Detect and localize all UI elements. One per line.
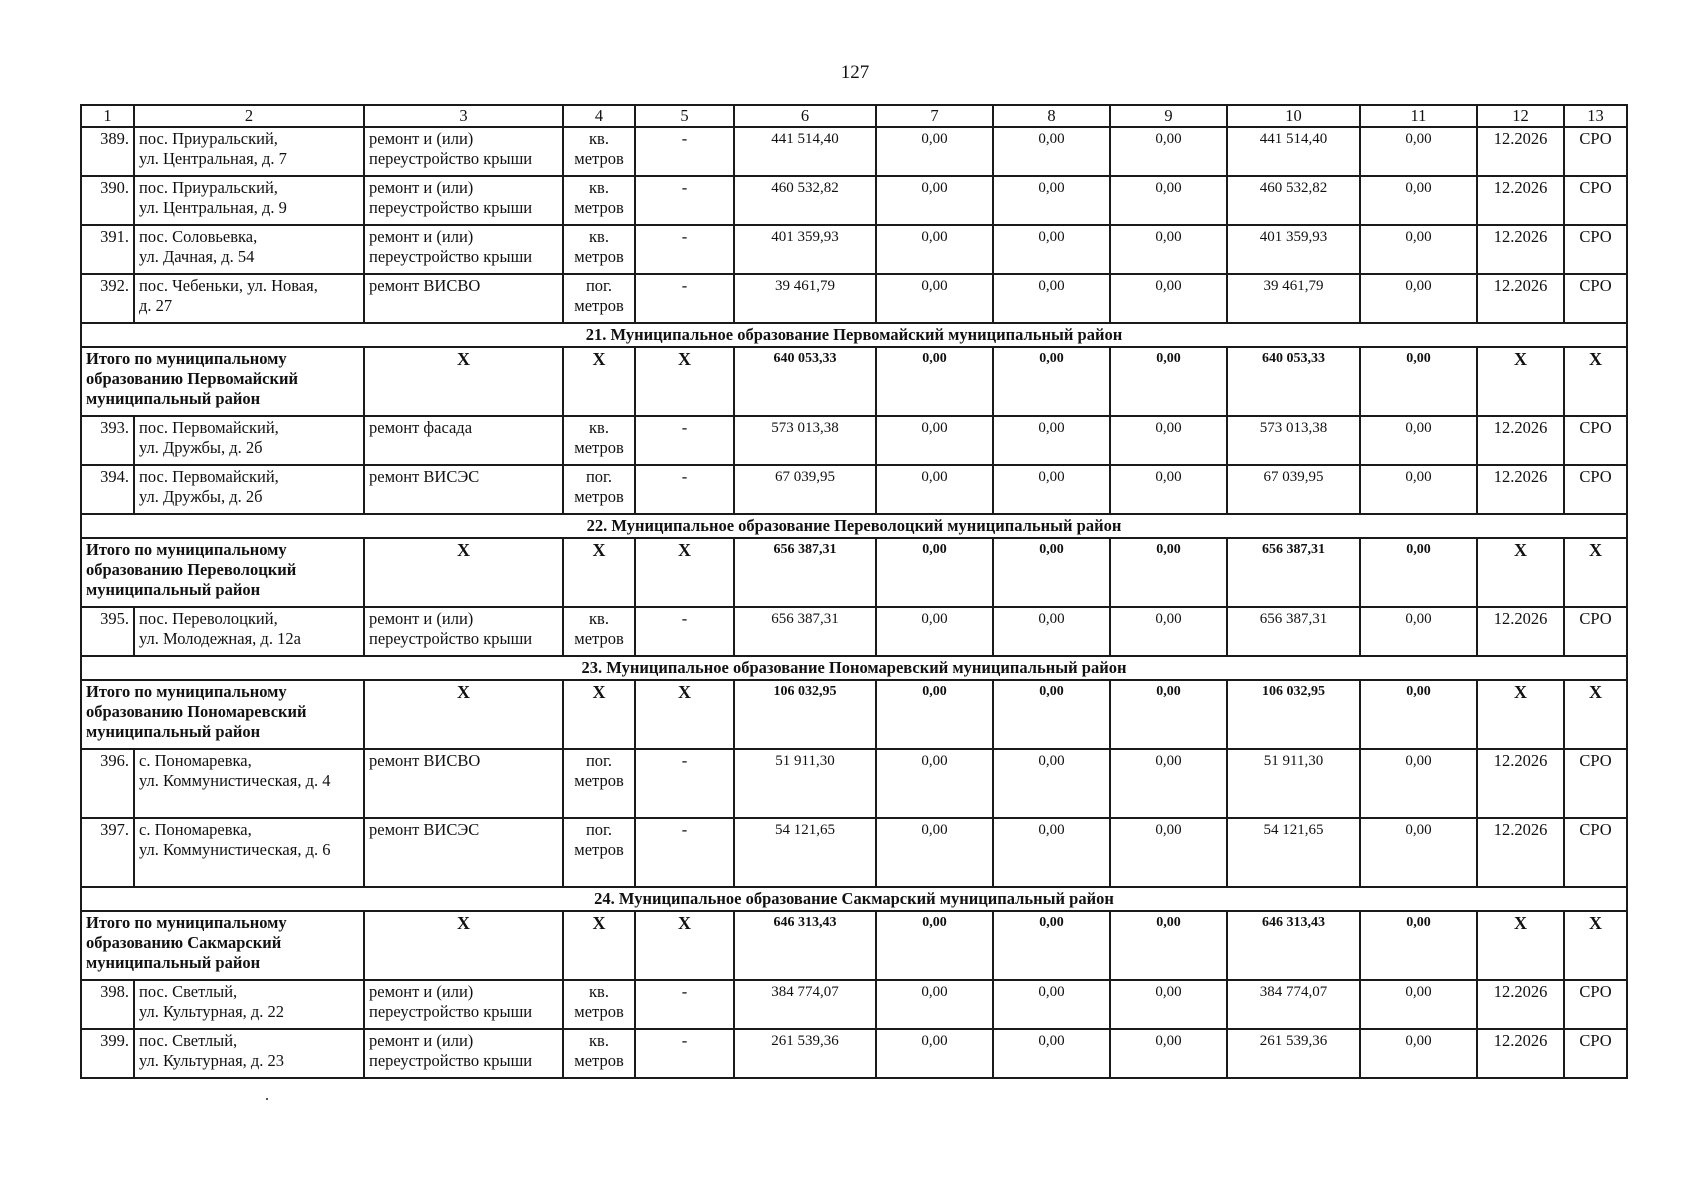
amount-cell: 0,00 (876, 607, 993, 656)
amount-cell: 0,00 (876, 127, 993, 176)
amount-cell: 0,00 (1360, 347, 1477, 416)
subtotal-row (81, 347, 1627, 416)
amount-cell: 0,00 (993, 274, 1110, 323)
amount-cell: 67 039,95 (734, 465, 876, 514)
amount-cell: 0,00 (1360, 274, 1477, 323)
address-cell: пос. Приуральский, ул. Центральная, д. 9 (134, 176, 364, 225)
work-type-cell: ремонт ВИСВО (364, 749, 563, 818)
deadline-cell: 12.2026 (1477, 416, 1564, 465)
table-row (81, 225, 1627, 274)
row-number: 396. (81, 749, 134, 818)
x-mark: X (563, 911, 635, 980)
work-type-cell: ремонт фасада (364, 416, 563, 465)
contractor-cell: СРО (1564, 980, 1627, 1029)
amount-cell: 0,00 (876, 347, 993, 416)
amount-cell: 0,00 (1110, 538, 1227, 607)
row-number: 397. (81, 818, 134, 887)
volume-cell: - (635, 225, 734, 274)
contractor-cell: СРО (1564, 176, 1627, 225)
x-mark: X (364, 347, 563, 416)
deadline-cell: 12.2026 (1477, 1029, 1564, 1078)
address-cell: пос. Переволоцкий, ул. Молодежная, д. 12а (134, 607, 364, 656)
amount-cell: 0,00 (1360, 680, 1477, 749)
column-number-cell: 12 (1477, 105, 1564, 127)
work-type-cell: ремонт ВИСЭС (364, 465, 563, 514)
amount-cell: 0,00 (1110, 980, 1227, 1029)
amount-cell: 0,00 (993, 680, 1110, 749)
subtotal-label: Итого по муниципальному образованию Переволоцкий муниципальный район (81, 538, 364, 607)
work-type-cell: ремонт и (или) переустройство крыши (364, 980, 563, 1029)
x-mark: X (563, 680, 635, 749)
work-type-cell: ремонт и (или) переустройство крыши (364, 225, 563, 274)
column-number-cell: 6 (734, 105, 876, 127)
contractor-cell: СРО (1564, 274, 1627, 323)
x-mark: X (635, 680, 734, 749)
column-number-cell: 2 (134, 105, 364, 127)
amount-cell: 0,00 (1360, 911, 1477, 980)
address-cell: пос. Приуральский, ул. Центральная, д. 7 (134, 127, 364, 176)
amount-cell: 0,00 (876, 680, 993, 749)
subtotal-label: Итого по муниципальному образованию Пономаревский муниципальный район (81, 680, 364, 749)
contractor-cell: СРО (1564, 465, 1627, 514)
amount-cell: 460 532,82 (1227, 176, 1360, 225)
amount-cell: 656 387,31 (734, 538, 876, 607)
section-title: 22. Муниципальное образование Переволоцкий муниципальный район (81, 514, 1627, 538)
unit-cell: пог. метров (563, 818, 635, 887)
subtotal-row (81, 911, 1627, 980)
contractor-cell: СРО (1564, 749, 1627, 818)
row-number: 393. (81, 416, 134, 465)
table-body (81, 105, 1627, 1078)
column-number-cell: 10 (1227, 105, 1360, 127)
amount-cell: 0,00 (876, 1029, 993, 1078)
row-number: 390. (81, 176, 134, 225)
amount-cell: 0,00 (1110, 465, 1227, 514)
x-mark: X (635, 911, 734, 980)
amount-cell: 0,00 (1110, 680, 1227, 749)
x-mark: X (563, 347, 635, 416)
unit-cell: кв. метров (563, 980, 635, 1029)
amount-cell: 0,00 (1360, 980, 1477, 1029)
amount-cell: 640 053,33 (1227, 347, 1360, 416)
table-row (81, 607, 1627, 656)
amount-cell: 0,00 (1110, 225, 1227, 274)
column-number-cell: 7 (876, 105, 993, 127)
amount-cell: 0,00 (1110, 347, 1227, 416)
unit-cell: кв. метров (563, 176, 635, 225)
amount-cell: 0,00 (993, 1029, 1110, 1078)
amount-cell: 0,00 (1360, 225, 1477, 274)
x-mark: X (1564, 538, 1627, 607)
contractor-cell: СРО (1564, 127, 1627, 176)
row-number: 391. (81, 225, 134, 274)
amount-cell: 0,00 (876, 465, 993, 514)
amount-cell: 0,00 (1360, 749, 1477, 818)
unit-cell: кв. метров (563, 1029, 635, 1078)
amount-cell: 0,00 (1360, 538, 1477, 607)
amount-cell: 656 387,31 (734, 607, 876, 656)
table-row (81, 749, 1627, 818)
amount-cell: 0,00 (993, 538, 1110, 607)
work-type-cell: ремонт и (или) переустройство крыши (364, 127, 563, 176)
section-heading-row (81, 323, 1627, 347)
amount-cell: 0,00 (1360, 1029, 1477, 1078)
address-cell: пос. Первомайский, ул. Дружбы, д. 2б (134, 416, 364, 465)
x-mark: X (1564, 347, 1627, 416)
table-row (81, 465, 1627, 514)
address-cell: пос. Светлый, ул. Культурная, д. 23 (134, 1029, 364, 1078)
page-number: 127 (840, 62, 870, 83)
amount-cell: 401 359,93 (734, 225, 876, 274)
section-heading-row (81, 514, 1627, 538)
volume-cell: - (635, 818, 734, 887)
amount-cell: 384 774,07 (1227, 980, 1360, 1029)
x-mark: X (1477, 347, 1564, 416)
x-mark: X (635, 347, 734, 416)
subtotal-row (81, 538, 1627, 607)
amount-cell: 0,00 (1360, 818, 1477, 887)
amount-cell: 640 053,33 (734, 347, 876, 416)
amount-cell: 401 359,93 (1227, 225, 1360, 274)
amount-cell: 106 032,95 (1227, 680, 1360, 749)
amount-cell: 0,00 (1110, 818, 1227, 887)
work-type-cell: ремонт и (или) переустройство крыши (364, 1029, 563, 1078)
amount-cell: 0,00 (1110, 749, 1227, 818)
table-row (81, 274, 1627, 323)
row-number: 398. (81, 980, 134, 1029)
amount-cell: 0,00 (993, 347, 1110, 416)
amount-cell: 0,00 (1110, 911, 1227, 980)
x-mark: X (1564, 680, 1627, 749)
amount-cell: 0,00 (993, 749, 1110, 818)
amount-cell: 0,00 (993, 225, 1110, 274)
amount-cell: 0,00 (876, 538, 993, 607)
amount-cell: 441 514,40 (734, 127, 876, 176)
amount-cell: 0,00 (993, 416, 1110, 465)
x-mark: X (1477, 680, 1564, 749)
section-heading-row (81, 656, 1627, 680)
amount-cell: 54 121,65 (1227, 818, 1360, 887)
x-mark: X (1564, 911, 1627, 980)
address-cell: пос. Светлый, ул. Культурная, д. 22 (134, 980, 364, 1029)
amount-cell: 39 461,79 (1227, 274, 1360, 323)
amount-cell: 0,00 (1360, 416, 1477, 465)
amount-cell: 0,00 (993, 176, 1110, 225)
amount-cell: 261 539,36 (734, 1029, 876, 1078)
column-number-cell: 13 (1564, 105, 1627, 127)
amount-cell: 0,00 (1110, 607, 1227, 656)
volume-cell: - (635, 749, 734, 818)
amount-cell: 0,00 (876, 911, 993, 980)
amount-cell: 0,00 (1110, 1029, 1227, 1078)
unit-cell: пог. метров (563, 465, 635, 514)
x-mark: X (364, 911, 563, 980)
amount-cell: 0,00 (1110, 274, 1227, 323)
work-type-cell: ремонт и (или) переустройство крыши (364, 607, 563, 656)
table-row (81, 980, 1627, 1029)
amount-cell: 573 013,38 (734, 416, 876, 465)
amount-cell: 0,00 (876, 749, 993, 818)
row-number: 399. (81, 1029, 134, 1078)
capital-repair-table (80, 104, 1628, 1079)
amount-cell: 656 387,31 (1227, 607, 1360, 656)
amount-cell: 0,00 (1360, 176, 1477, 225)
amount-cell: 0,00 (1360, 607, 1477, 656)
unit-cell: пог. метров (563, 749, 635, 818)
section-title: 24. Муниципальное образование Сакмарский муниципальный район (81, 887, 1627, 911)
work-type-cell: ремонт ВИСЭС (364, 818, 563, 887)
subtotal-row (81, 680, 1627, 749)
amount-cell: 106 032,95 (734, 680, 876, 749)
amount-cell: 0,00 (876, 980, 993, 1029)
address-cell: пос. Соловьевка, ул. Дачная, д. 54 (134, 225, 364, 274)
amount-cell: 646 313,43 (734, 911, 876, 980)
amount-cell: 656 387,31 (1227, 538, 1360, 607)
amount-cell: 0,00 (876, 416, 993, 465)
column-number-cell: 3 (364, 105, 563, 127)
column-number-cell: 9 (1110, 105, 1227, 127)
deadline-cell: 12.2026 (1477, 274, 1564, 323)
amount-cell: 460 532,82 (734, 176, 876, 225)
section-title: 23. Муниципальное образование Пономаревский муниципальный район (81, 656, 1627, 680)
scan-speck (266, 1098, 268, 1100)
amount-cell: 573 013,38 (1227, 416, 1360, 465)
amount-cell: 0,00 (993, 980, 1110, 1029)
amount-cell: 0,00 (993, 127, 1110, 176)
row-number: 392. (81, 274, 134, 323)
work-type-cell: ремонт ВИСВО (364, 274, 563, 323)
amount-cell: 39 461,79 (734, 274, 876, 323)
amount-cell: 54 121,65 (734, 818, 876, 887)
volume-cell: - (635, 127, 734, 176)
contractor-cell: СРО (1564, 1029, 1627, 1078)
amount-cell: 0,00 (1360, 127, 1477, 176)
column-number-cell: 11 (1360, 105, 1477, 127)
subtotal-label: Итого по муниципальному образованию Сакмарский муниципальный район (81, 911, 364, 980)
volume-cell: - (635, 416, 734, 465)
subtotal-label: Итого по муниципальному образованию Первомайский муниципальный район (81, 347, 364, 416)
x-mark: X (364, 538, 563, 607)
table-row (81, 176, 1627, 225)
amount-cell: 384 774,07 (734, 980, 876, 1029)
amount-cell: 441 514,40 (1227, 127, 1360, 176)
section-title: 21. Муниципальное образование Первомайский муниципальный район (81, 323, 1627, 347)
amount-cell: 0,00 (876, 225, 993, 274)
amount-cell: 261 539,36 (1227, 1029, 1360, 1078)
section-heading-row (81, 887, 1627, 911)
deadline-cell: 12.2026 (1477, 176, 1564, 225)
row-number: 394. (81, 465, 134, 514)
unit-cell: кв. метров (563, 127, 635, 176)
amount-cell: 0,00 (993, 911, 1110, 980)
row-number: 395. (81, 607, 134, 656)
x-mark: X (563, 538, 635, 607)
volume-cell: - (635, 274, 734, 323)
address-cell: пос. Чебеньки, ул. Новая, д. 27 (134, 274, 364, 323)
table-row (81, 1029, 1627, 1078)
unit-cell: кв. метров (563, 416, 635, 465)
work-type-cell: ремонт и (или) переустройство крыши (364, 176, 563, 225)
amount-cell: 0,00 (993, 818, 1110, 887)
amount-cell: 0,00 (1110, 176, 1227, 225)
amount-cell: 51 911,30 (734, 749, 876, 818)
amount-cell: 0,00 (993, 465, 1110, 514)
address-cell: пос. Первомайский, ул. Дружбы, д. 2б (134, 465, 364, 514)
column-number-cell: 8 (993, 105, 1110, 127)
x-mark: X (635, 538, 734, 607)
volume-cell: - (635, 980, 734, 1029)
deadline-cell: 12.2026 (1477, 818, 1564, 887)
deadline-cell: 12.2026 (1477, 127, 1564, 176)
address-cell: с. Пономаревка, ул. Коммунистическая, д. 6 (134, 818, 364, 887)
column-number-cell: 1 (81, 105, 134, 127)
amount-cell: 0,00 (1360, 465, 1477, 514)
column-number-row (81, 105, 1627, 127)
deadline-cell: 12.2026 (1477, 607, 1564, 656)
contractor-cell: СРО (1564, 818, 1627, 887)
amount-cell: 0,00 (993, 607, 1110, 656)
amount-cell: 67 039,95 (1227, 465, 1360, 514)
column-number-cell: 5 (635, 105, 734, 127)
volume-cell: - (635, 607, 734, 656)
table-row (81, 416, 1627, 465)
unit-cell: пог. метров (563, 274, 635, 323)
unit-cell: кв. метров (563, 607, 635, 656)
deadline-cell: 12.2026 (1477, 465, 1564, 514)
contractor-cell: СРО (1564, 416, 1627, 465)
table-row (81, 127, 1627, 176)
amount-cell: 0,00 (1110, 416, 1227, 465)
deadline-cell: 12.2026 (1477, 749, 1564, 818)
unit-cell: кв. метров (563, 225, 635, 274)
x-mark: X (1477, 911, 1564, 980)
column-number-cell: 4 (563, 105, 635, 127)
amount-cell: 51 911,30 (1227, 749, 1360, 818)
x-mark: X (364, 680, 563, 749)
table-row (81, 818, 1627, 887)
deadline-cell: 12.2026 (1477, 980, 1564, 1029)
amount-cell: 0,00 (876, 274, 993, 323)
deadline-cell: 12.2026 (1477, 225, 1564, 274)
amount-cell: 0,00 (876, 176, 993, 225)
address-cell: с. Пономаревка, ул. Коммунистическая, д. 4 (134, 749, 364, 818)
contractor-cell: СРО (1564, 607, 1627, 656)
amount-cell: 0,00 (876, 818, 993, 887)
contractor-cell: СРО (1564, 225, 1627, 274)
x-mark: X (1477, 538, 1564, 607)
row-number: 389. (81, 127, 134, 176)
volume-cell: - (635, 1029, 734, 1078)
volume-cell: - (635, 176, 734, 225)
amount-cell: 0,00 (1110, 127, 1227, 176)
volume-cell: - (635, 465, 734, 514)
amount-cell: 646 313,43 (1227, 911, 1360, 980)
